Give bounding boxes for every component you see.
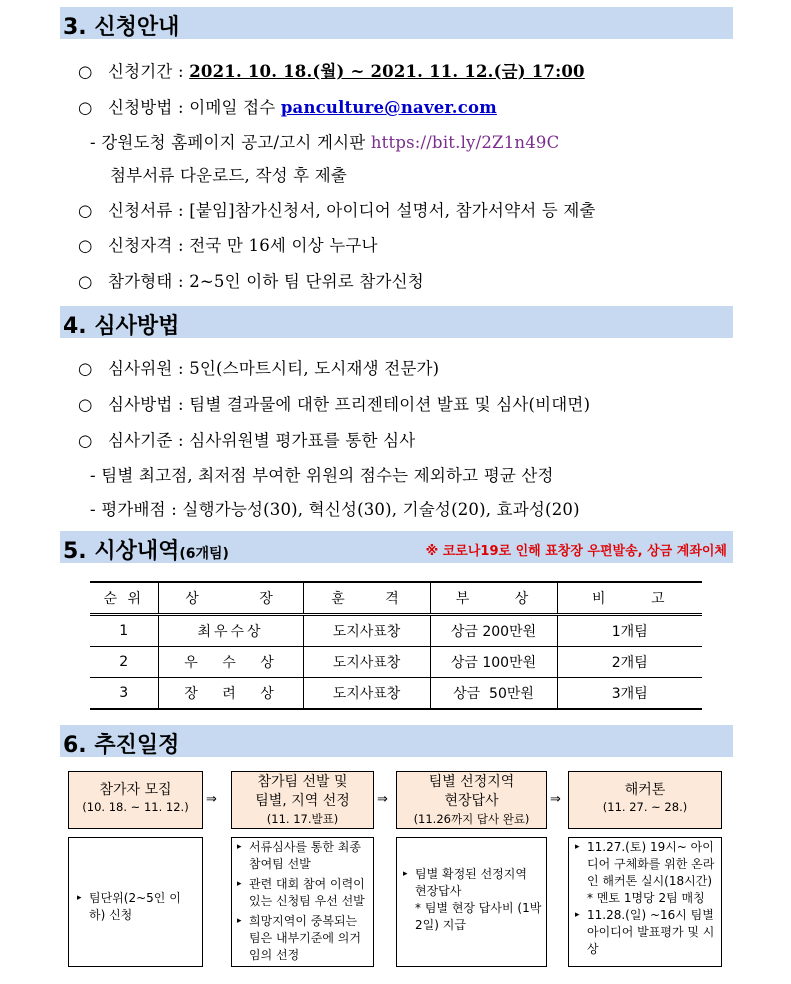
step-title: 참가자 모집 <box>99 782 172 798</box>
step-selection <box>231 771 374 829</box>
award-cell: 최우수상 <box>158 615 303 647</box>
circle-bullet-icon: ○ <box>78 395 93 414</box>
award-cell: 장 려 상 <box>158 678 303 710</box>
section-4-title: 4. 심사방법 <box>63 314 180 339</box>
prize-cell: 상금 100만원 <box>430 647 557 678</box>
remark-cell: 3개팀 <box>557 678 702 710</box>
detail-recruit <box>68 837 203 967</box>
section-5-subtitle: (6개팀) <box>179 546 229 562</box>
arrow-right-icon: ⇒ <box>550 792 561 807</box>
detail-selection <box>231 837 374 967</box>
awards-table <box>90 581 702 710</box>
remark-cell: 2개팀 <box>557 647 702 678</box>
rank-cell: 2 <box>90 647 158 678</box>
rank-cell: 3 <box>90 678 158 710</box>
docs-text: 신청서류 : [붙임]참가신청서, 아이디어 설명서, 참가서약서 등 제출 <box>108 201 596 220</box>
method-text: 심사방법 : 팀별 결과물에 대한 프리젠테이션 발표 및 심사(비대면) <box>108 395 591 414</box>
award-cell: 우 수 상 <box>158 647 303 678</box>
section-6-header <box>60 725 733 757</box>
detail-item: ▸ 희망지역이 중복되는 팀은 내부기준에 의거 임의 선정 <box>237 913 369 964</box>
arrow-right-icon: ⇒ <box>206 792 217 807</box>
header-prize: 부 상 <box>430 582 557 615</box>
circle-bullet-icon: ○ <box>78 201 93 220</box>
section-6-title: 6. 추진일정 <box>63 733 180 758</box>
form-text: 참가형태 : 2~5인 이하 팀 단위로 참가신청 <box>108 272 424 291</box>
detail-note: * 팀별 현장 답사비 (1박 2일) 지급 <box>415 901 542 932</box>
step-recruit <box>68 771 203 829</box>
grade-cell: 도지사표창 <box>303 678 430 710</box>
period-label: 신청기간 : <box>108 62 184 81</box>
circle-bullet-icon: ○ <box>78 236 93 255</box>
table-row <box>90 615 702 647</box>
table-row <box>90 678 702 710</box>
circle-bullet-icon: ○ <box>78 272 93 291</box>
apply-period <box>78 58 585 82</box>
step-title: 해커톤 <box>624 782 666 798</box>
email-link[interactable]: panculture@naver.com <box>280 98 497 117</box>
table-row <box>90 647 702 678</box>
section-3-header <box>60 7 733 39</box>
qualification-text: 신청자격 : 전국 만 16세 이상 누구나 <box>108 236 378 255</box>
grade-cell: 도지사표창 <box>303 615 430 647</box>
detail-item: ▸ 11.28.(일) ~16시 팀별 아이디어 발표평가 및 시상 <box>575 907 717 958</box>
prize-cell: 상금 200만원 <box>430 615 557 647</box>
step-title-line1: 팀별 선정지역 <box>428 774 515 790</box>
section-5-header <box>60 531 733 563</box>
grade-cell: 도지사표창 <box>303 647 430 678</box>
detail-item: ▸ 관련 대회 참여 이력이 있는 신청팀 우선 선발 <box>237 876 369 910</box>
section-5-title-text: 5. 시상내역 <box>63 539 180 564</box>
remark-cell: 1개팀 <box>557 615 702 647</box>
section-5-title <box>63 534 229 565</box>
apply-form <box>78 268 424 292</box>
detail-item: ▸ 팀단위(2~5인 이하) 신청 <box>77 890 196 924</box>
review-scoring: - 팀별 최고점, 최저점 부여한 위원의 점수는 제외하고 평균 산정 <box>90 466 554 485</box>
arrow-right-icon: ⇒ <box>377 792 388 807</box>
circle-bullet-icon: ○ <box>78 98 93 117</box>
award-delivery-note: ※ 코로나19로 인해 표창장 우편발송, 상금 계좌이체 <box>425 544 727 559</box>
review-weights: - 평가배점 : 실행가능성(30), 혁신성(30), 기술성(20), 효과성(20) <box>90 500 580 519</box>
header-rank: 순 위 <box>90 582 158 615</box>
apply-docs <box>78 197 596 221</box>
apply-qualification <box>78 232 378 256</box>
apply-method <box>78 94 497 118</box>
step-hackathon <box>568 771 722 829</box>
step-date: (10. 18. ~ 11. 12.) <box>82 800 189 814</box>
step-title-line2: 현장답사 <box>444 793 499 809</box>
rank-cell: 1 <box>90 615 158 647</box>
criteria-text: 심사기준 : 심사위원별 평가표를 통한 심사 <box>108 431 416 450</box>
header-grade: 훈 격 <box>303 582 430 615</box>
step-title-line2: 팀별, 지역 선정 <box>255 793 350 809</box>
step-site-visit <box>396 771 547 829</box>
detail-note: * 멘토 1명당 2팀 매칭 <box>587 891 705 905</box>
apply-download: 첨부서류 다운로드, 작성 후 제출 <box>110 166 348 185</box>
step-date: (11.26까지 답사 완료) <box>413 812 530 826</box>
review-members <box>78 355 439 379</box>
apply-board <box>90 129 559 153</box>
step-date: (11. 17.발표) <box>266 812 339 826</box>
detail-hackathon <box>568 837 722 967</box>
step-title-line1: 참가팀 선발 및 <box>257 774 348 790</box>
review-method <box>78 391 590 415</box>
review-criteria <box>78 427 415 451</box>
board-url-link[interactable]: https://bit.ly/2Z1n49C <box>370 133 560 152</box>
detail-site-visit <box>396 837 547 967</box>
step-date: (11. 27. ~ 28.) <box>602 800 688 814</box>
section-4-header <box>60 306 733 338</box>
circle-bullet-icon: ○ <box>78 359 93 378</box>
header-remark: 비 고 <box>557 582 702 615</box>
members-text: 심사위원 : 5인(스마트시티, 도시재생 전문가) <box>108 359 440 378</box>
detail-item: ▸ 서류심사를 통한 최종 참여팀 선발 <box>237 839 369 873</box>
prize-cell: 상금 50만원 <box>430 678 557 710</box>
section-3-title: 3. 신청안내 <box>63 15 180 40</box>
awards-header-row <box>90 582 702 615</box>
detail-item: ▸ 11.27.(토) 19시~ 아이디어 구체화를 위한 온라인 해커톤 실시(18시간) <box>575 839 717 890</box>
circle-bullet-icon: ○ <box>78 431 93 450</box>
detail-item: ▸ 팀별 확정된 선정지역 현장답사 <box>403 866 542 900</box>
header-award: 상 장 <box>158 582 303 615</box>
method-label: 신청방법 : 이메일 접수 <box>108 98 276 117</box>
board-text: - 강원도청 홈페이지 공고/고시 게시판 <box>90 133 366 152</box>
period-value: 2021. 10. 18.(월) ~ 2021. 11. 12.(금) 17:00 <box>189 62 585 81</box>
circle-bullet-icon: ○ <box>78 62 93 81</box>
